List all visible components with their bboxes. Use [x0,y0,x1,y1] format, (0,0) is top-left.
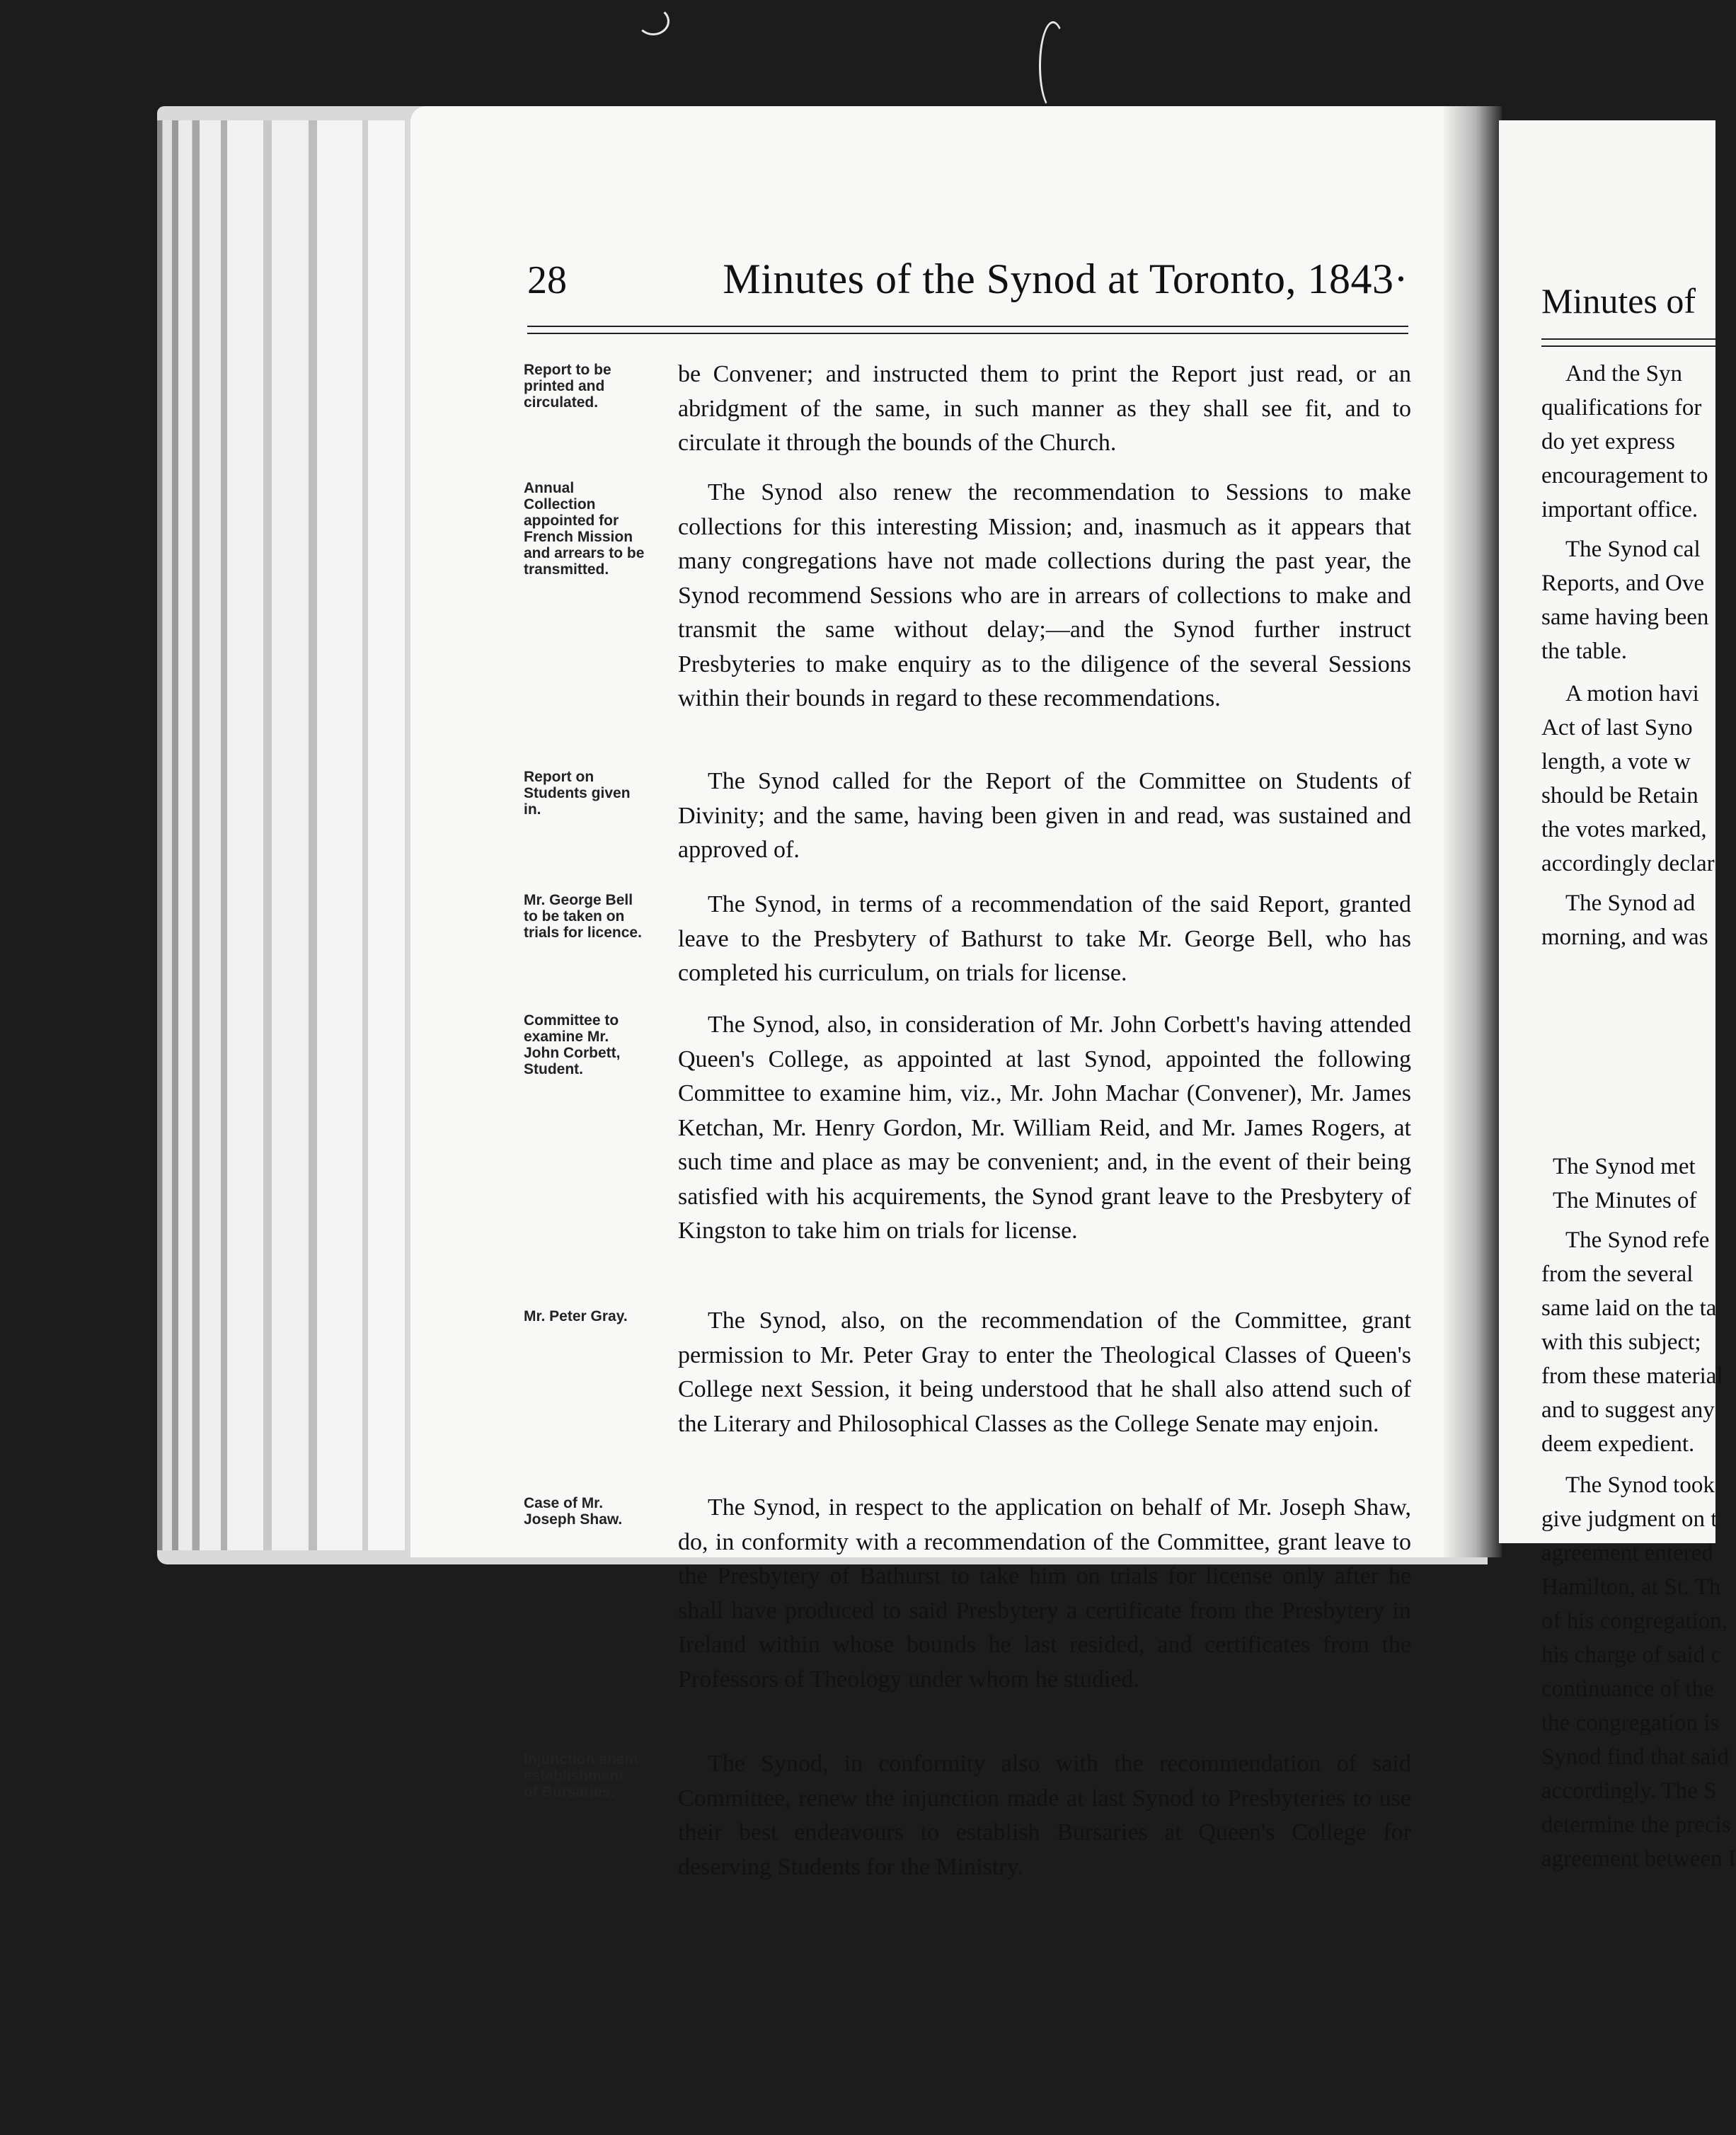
right-page-line: of his congregation, [1541,1608,1728,1634]
right-page-line: qualifications for [1541,395,1702,420]
right-page-line: A motion havi [1565,681,1699,706]
right-page-line: and to suggest any [1541,1397,1715,1423]
right-page-line: The Synod took [1565,1472,1715,1498]
paragraph: The Synod, in conformity also with the recommendation of said Committee, renew the injunction made at last Synod to Presbyteries to use their best endeavours to establish Bursaries at Queen's College for deserving Students for the Ministry. [678,1751,1411,1880]
paragraph: The Synod, in respect to the application on behalf of Mr. Joseph Shaw, do, in conformity with a recommendation of the Committee, grant leave to the Presbytery of Bathurst to take him on trials for license only after he shall have produced to said Presbytery a certificate from the Presbytery in Ireland within whose bounds he last resided, and certificates from the Professors of Theology under whom he studied. [678,1494,1411,1693]
margin-note: Report to be printed and circulated. [524,362,611,411]
right-page-line: same laid on the ta [1541,1295,1717,1321]
paragraph: The Synod also renew the recommendation to Sessions to make collections for this interesting Mission; and, inasmuch as it appears that many congregations have not made collections during the past year, the Synod recommend Sessions who are in arrears of collections to make and transmit the same without delay;—and the Synod further instruct Presbyteries to make enquiry as to the diligence of the several Sessions within their bounds in regard to these recommendations. [678,479,1411,711]
right-page-line: determine the precis [1541,1812,1731,1838]
paragraph: The Synod called for the Report of the Committee on Students of Divinity; and the same, having been given in and read, was sustained and approved of. [678,768,1411,863]
minute-entry [524,1747,1411,1884]
page-edges-inner [263,120,405,1550]
right-header-rule [1541,338,1715,347]
margin-note: Case of Mr. Joseph Shaw. [524,1495,623,1528]
minute-entry [524,888,1411,991]
right-page-line: accordingly declar [1541,851,1715,876]
right-page-line: The Minutes of [1553,1188,1697,1213]
right-page-line: The Synod cal [1565,537,1701,562]
paragraph: The Synod, in terms of a recommendation of the said Report, granted leave to the Presbytery of Bathurst to take Mr. George Bell, who has completed his curriculum, on trials for license. [678,891,1411,986]
stray-mark [1039,21,1067,110]
minute-entry [524,1491,1411,1697]
minute-entry [524,476,1411,716]
right-page-line: Synod find that said [1541,1744,1729,1770]
right-page-line: give judgment on t [1541,1506,1718,1532]
right-page-line: continuance of the [1541,1676,1714,1702]
right-page-line: same having been [1541,605,1709,630]
margin-note: Mr. George Bell to be taken on trials for licence. [524,892,642,941]
right-page-line: length, a vote w [1541,749,1691,774]
right-page-line: Reports, and Ove [1541,571,1705,596]
right-page-line: Act of last Syno [1541,715,1693,740]
minute-entry [524,1008,1411,1249]
right-page-line: the congregation is [1541,1710,1720,1736]
right-page-line: should be Retain [1541,783,1698,808]
page-edges [157,120,263,1550]
right-page-line: The Synod met [1553,1154,1696,1179]
right-page-line: the table. [1541,639,1627,664]
margin-note: Injunction anent establishment of Bursaries. [524,1751,639,1800]
right-page-line: agreement entered [1541,1540,1713,1566]
right-page-line: from these material [1541,1363,1723,1389]
minute-entry [524,357,1411,461]
paragraph: The Synod, also, in consideration of Mr. John Corbett's having attended Queen's College, as appointed at last Synod, appointed the following Committee to examine him, viz., Mr. John Machar (Convener), Mr. James Ketchan, Mr. Henry Gordon, Mr. William Reid, and Mr. James Rogers, at such time and place as may be convenient; and, in the event of their being satisfied with his acquirements, the Synod grant leave to the Presbytery of Kingston to take him on trials for license. [678,1012,1411,1244]
right-page-line: agreement between I [1541,1846,1736,1872]
running-title: Minutes of the Synod at Toronto, 1843· [723,256,1408,302]
right-page-line: from the several [1541,1261,1694,1287]
right-page-line: encouragement to [1541,463,1708,488]
header-rule [527,326,1408,334]
right-page-line: his charge of said c [1541,1642,1722,1668]
paragraph: be Convener; and instructed them to print the Report just read, or an abridgment of the same, in such manner as they shall see fit, and to circulate it through the bounds of the Church. [678,361,1411,456]
right-page-line: The Synod ad [1565,891,1696,916]
page-number: 28 [527,258,567,302]
margin-note: Report on Students given in. [524,769,631,818]
right-page-line: The Synod refe [1565,1227,1710,1253]
right-page-line: the votes marked, [1541,817,1707,842]
right-page-line: accordingly. The S [1541,1778,1717,1804]
right-page-line: do yet express [1541,429,1675,454]
margin-note: Annual Collection appointed for French Mission and arrears to be transmitted. [524,480,645,578]
minute-entry [524,1304,1411,1441]
running-head [527,255,1408,304]
margin-note: Mr. Peter Gray. [524,1308,628,1324]
minute-entry [524,765,1411,868]
stray-mark [637,7,669,35]
book-gutter [1444,106,1502,1557]
right-page-line: with this subject; [1541,1329,1701,1355]
right-page-line: important office. [1541,497,1698,522]
right-running-title: Minutes of [1541,281,1696,321]
paragraph: The Synod, also, on the recommendation of the Committee, grant permission to Mr. Peter Gray to enter the Theological Classes of Queen's College next Session, it being understood that he shall also attend such of the Literary and Philosophical Classes as the College Senate may enjoin. [678,1307,1411,1437]
right-page-line: deem expedient. [1541,1431,1695,1457]
margin-note: Committee to examine Mr. John Corbett, Student. [524,1012,621,1077]
right-page-line: And the Syn [1565,361,1682,387]
right-page-line: Hamilton, at St. Th [1541,1574,1721,1600]
right-page-line: morning, and was [1541,925,1708,950]
